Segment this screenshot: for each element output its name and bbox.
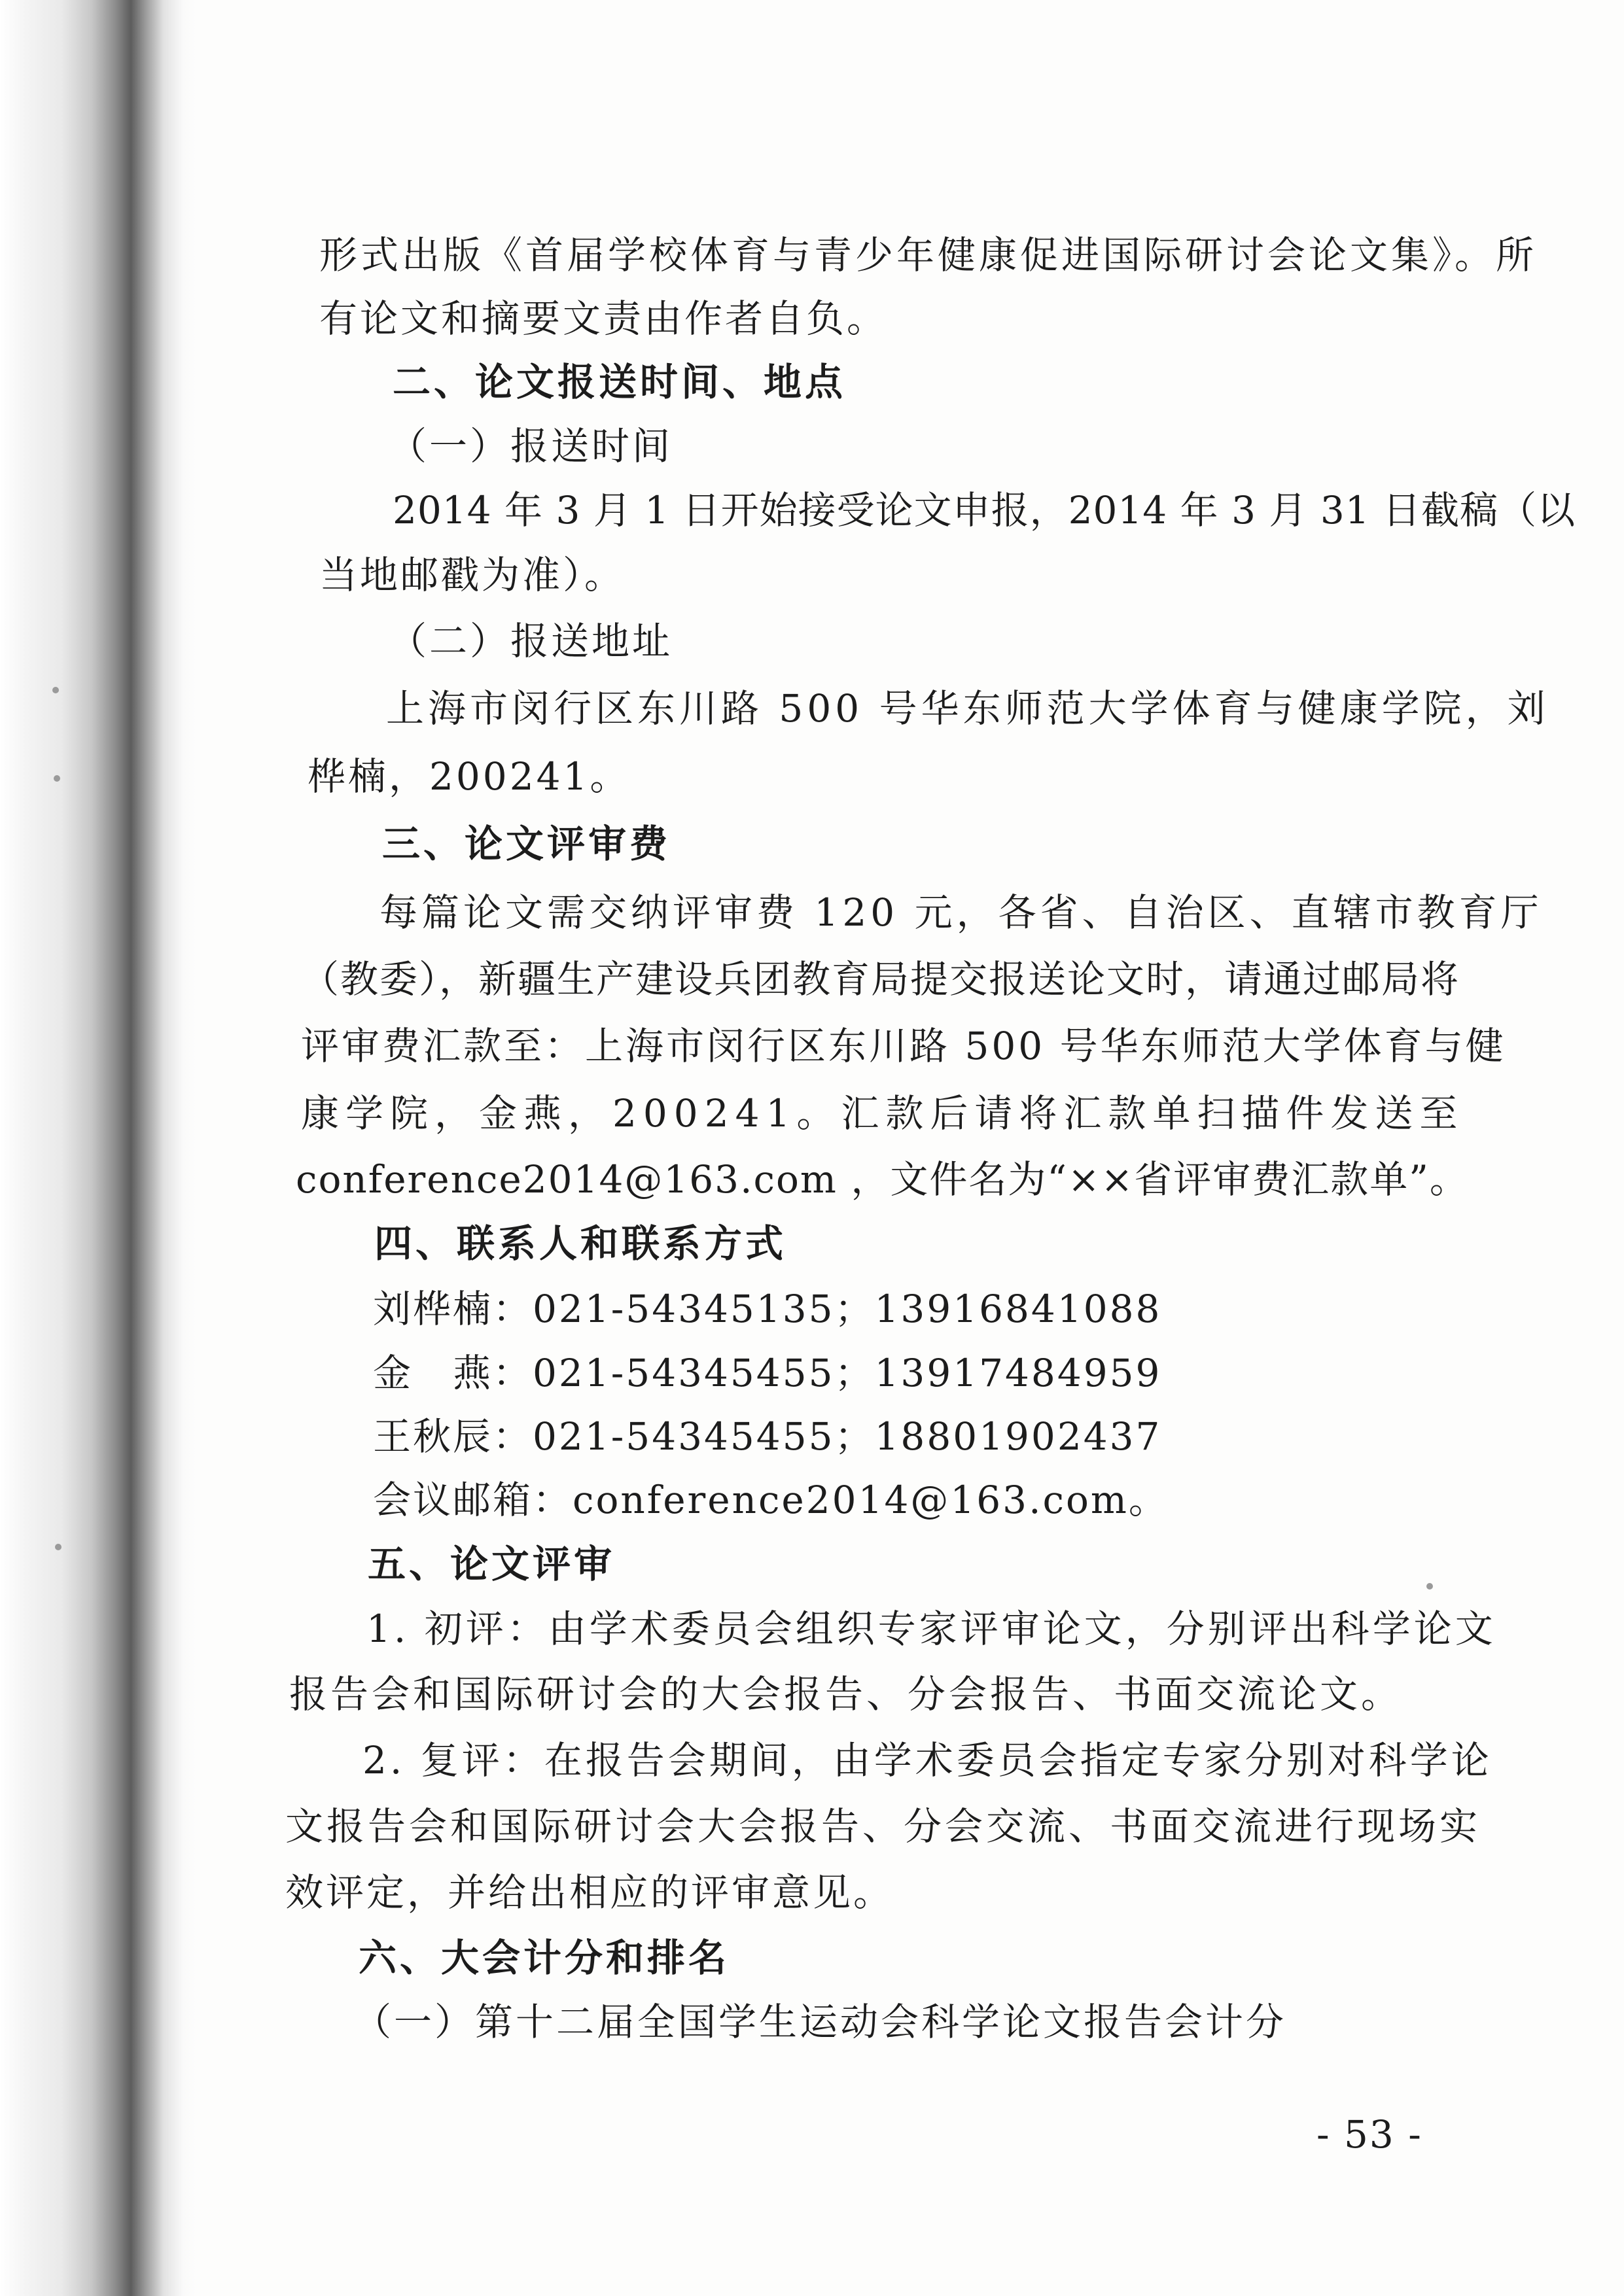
body-line: 报告会和国际研讨会的大会报告、分会报告、书面交流论文。: [289, 1672, 1403, 1716]
body-line: 效评定，并给出相应的评审意见。: [285, 1870, 894, 1915]
subsection-heading: （一）报送时间: [389, 424, 673, 468]
section-heading: 五、论文评审: [368, 1542, 616, 1586]
subsection-heading: （二）报送地址: [389, 619, 673, 663]
subsection-heading: （一）第十二届全国学生运动会科学论文报告会计分: [353, 2000, 1287, 2044]
body-line: 形式出版《首届学校体育与青少年健康促进国际研讨会论文集》。所: [319, 233, 1538, 277]
body-line: conference2014@163.com ，文件名为“××省评审费汇款单”。: [296, 1157, 1469, 1202]
body-line: 评审费汇款至：上海市闵行区东川路 500 号华东师范大学体育与健: [301, 1024, 1506, 1068]
contact-line: 金 燕：021-54345455；13917484959: [373, 1351, 1162, 1395]
body-line: 有论文和摘要文责由作者自负。: [319, 296, 888, 341]
section-heading: 二、论文报送时间、地点: [393, 360, 847, 404]
page-number: - 53 -: [1316, 2112, 1422, 2157]
contact-line: 刘桦楠：021-54345135；13916841088: [373, 1287, 1162, 1331]
body-line: 文报告会和国际研讨会大会报告、分会交流、书面交流进行现场实: [285, 1804, 1481, 1849]
body-line: 桦楠，200241。: [308, 754, 631, 799]
section-heading: 六、大会计分和排名: [359, 1936, 730, 1980]
body-line: （教委），新疆生产建设兵团教育局提交报送论文时，请通过邮局将: [301, 957, 1460, 1001]
body-line: 每篇论文需交纳评审费 120 元，各省、自治区、直辖市教育厅: [380, 890, 1543, 935]
body-line: 康学院，金燕，200241。汇款后请将汇款单扫描件发送至: [301, 1091, 1464, 1136]
contact-email-line: 会议邮箱：conference2014@163.com。: [373, 1478, 1169, 1522]
section-heading: 四、联系人和联系方式: [374, 1221, 787, 1266]
body-line: 当地邮戳为准）。: [319, 553, 626, 597]
body-line: 2014 年 3 月 1 日开始接受论文申报，2014 年 3 月 31 日截稿（以: [393, 488, 1576, 532]
body-line: 2. 复评：在报告会期间，由学术委员会指定专家分别对科学论: [362, 1738, 1492, 1783]
body-line: 上海市闵行区东川路 500 号华东师范大学体育与健康学院，刘: [386, 686, 1549, 731]
body-line: 1. 初评：由学术委员会组织专家评审论文，分别评出科学论文: [366, 1607, 1496, 1651]
section-heading: 三、论文评审费: [382, 822, 671, 866]
contact-line: 王秋辰：021-54345455；18801902437: [373, 1414, 1162, 1459]
